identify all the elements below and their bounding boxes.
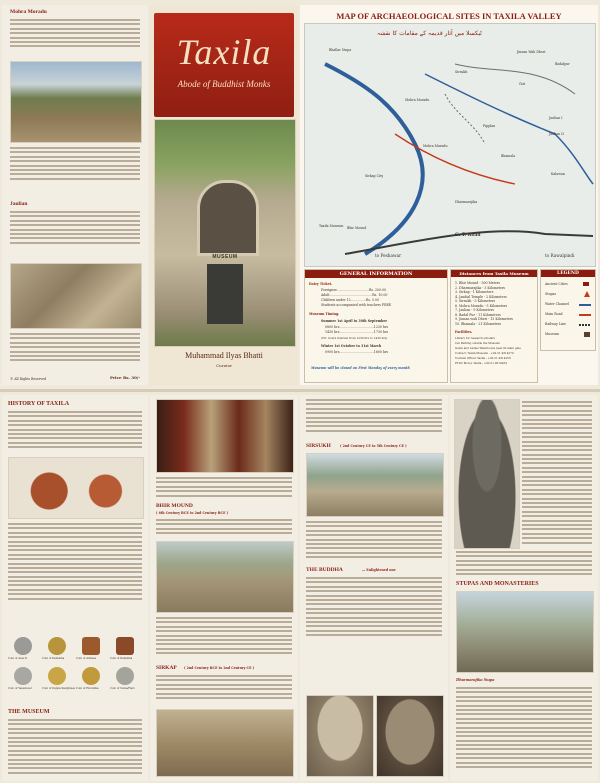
map-road-label: to Rawalpindi — [545, 253, 575, 258]
map-site-label: Sirsukh — [455, 70, 468, 74]
distance-row: 8. Badal Pur - 11 Kilometers — [455, 312, 501, 317]
ancient-city-icon — [583, 282, 589, 286]
bhir-mound-title: BHIR MOUND — [156, 503, 193, 509]
distance-row: 10. Bhamala - 21 Kilometers — [455, 321, 501, 326]
map-site-label: Dharmarajika — [455, 200, 478, 204]
summer-line: Summer 1st April to 30th September — [321, 319, 388, 323]
coin-image — [14, 637, 32, 655]
buddha-subtitle: — Enlightened one — [362, 568, 396, 572]
coin-image — [14, 667, 32, 685]
coin-image — [48, 667, 66, 685]
text-block — [156, 675, 292, 701]
photo-mohra-moradu — [10, 61, 142, 143]
text-block — [306, 577, 442, 638]
facility-row: Car Parking outside the Museum — [455, 341, 500, 345]
coin-image — [82, 637, 100, 655]
text-block — [456, 551, 592, 577]
map-urdu-title: ٹیکسلا میں آثار قدیمہ کے مقامات کا نقشہ — [377, 30, 482, 37]
left-panel — [2, 5, 148, 385]
map-title: MAP OF ARCHAEOLOGICAL SITES IN TAXILA VALLEY — [336, 11, 562, 21]
pottery-photo — [8, 457, 144, 519]
buddha-title: THE BUDDHA — [306, 567, 343, 573]
map-panel — [300, 5, 598, 385]
sites-panel — [150, 395, 298, 781]
coin-caption: Coin of Vasudeva I — [8, 687, 33, 690]
facilities-title: Facilities. — [455, 330, 473, 334]
map-site-label: Jaulian II — [549, 132, 564, 136]
legend-title: LEGEND — [541, 270, 595, 277]
map-site-label: Pipplan — [483, 124, 496, 128]
coin-caption: Coin of Kanishka — [110, 657, 133, 660]
sirsukh-title: SIRSUKH — [306, 443, 331, 449]
text-block — [8, 411, 142, 451]
text-block — [156, 617, 292, 657]
winter-line: Winter 1st October to 31st March — [321, 344, 382, 348]
distance-row: 7. Jaulian - 9 Kilometers — [455, 308, 494, 312]
distance-row: 1. Bhir Mound - 500 Meters — [455, 281, 501, 285]
summer-row: 0800 hrs..................................1230 hrs — [325, 325, 389, 329]
museum-arch — [197, 180, 259, 256]
facility-row: Library for research scholars — [455, 336, 495, 340]
coin-image — [82, 667, 100, 685]
distance-row: 2. Dharmarajika - 3 Kilometers — [455, 285, 505, 290]
text-block — [10, 333, 140, 364]
history-title: HISTORY OF TAXILA — [8, 401, 70, 407]
legend-box — [540, 269, 596, 351]
distances-box — [450, 269, 538, 383]
bhir-mound-dates: ( 6th Century BCE to 2nd Century BCE ) — [156, 511, 229, 515]
water-channel-icon — [579, 304, 591, 306]
map-site-label: Bhir Mound — [347, 226, 367, 230]
text-block — [456, 687, 592, 770]
sirkap-title: SIRKAP — [156, 665, 177, 671]
map-site-label: Taxila Museum — [319, 224, 344, 228]
entry-row: Children under 12...............Rs. 5.00 — [321, 298, 380, 302]
entry-title: Entry Ticket. — [309, 282, 333, 286]
distance-row: 6. Mohra Moradu - 5 Kilometers — [455, 303, 508, 308]
dharmarajika-subtitle: Dharmarajika Stupa — [456, 677, 495, 682]
text-block — [306, 521, 442, 561]
museum-door — [207, 264, 243, 324]
fasting-buddha-photo — [454, 399, 520, 549]
map-road-label: G. T. Road — [455, 233, 481, 238]
museum-title: THE MUSEUM — [8, 709, 50, 715]
coin-caption: Coin of Soma/Hero — [110, 687, 136, 690]
map-site-label: Sirkap City — [365, 174, 384, 178]
sirsukh-photo — [306, 453, 444, 517]
legend-item: Museum — [545, 332, 559, 336]
entry-row: Foreigner................................Rs. 200.00 — [321, 288, 387, 292]
distance-row: 5. Sirsukh - 5 Kilometers — [455, 299, 496, 303]
museum-interior-photo — [156, 399, 294, 473]
coins-grid — [8, 635, 142, 699]
coin-caption: Coin of Kujula Kadphises — [42, 687, 75, 690]
map-site-label: Kalawan — [551, 172, 565, 176]
timing-title: Museum Timing. — [309, 312, 340, 316]
map-site-label: Jinnan Wali Dheri — [517, 50, 546, 54]
text-block — [10, 147, 140, 182]
map-road-label: to Peshawar — [375, 253, 402, 258]
summer-row: 1430 hrs..................................1730 hrs — [325, 330, 389, 334]
bhir-mound-photo — [156, 541, 294, 613]
legend-item: Main Road — [545, 312, 563, 316]
map-site-label: Giri — [519, 82, 526, 86]
sirkap-dates: ( 2nd Century BCE to 2nd Century CE ) — [184, 666, 255, 670]
text-block — [10, 211, 140, 246]
general-info-box — [304, 269, 448, 383]
text-block — [156, 519, 292, 537]
cover-title: Taxila — [176, 32, 272, 72]
museum-icon — [584, 332, 590, 337]
sirsukh-dates: ( 2nd Century CE to 5th Century CE ) — [340, 444, 407, 448]
coin-image — [48, 637, 66, 655]
price-text: Price Rs. 30/- — [109, 375, 140, 380]
coin-image — [116, 637, 134, 655]
stupa-photo — [456, 591, 594, 673]
summer-note: (Fri: hours interval from 1230 hrs to 1430 hrs) — [321, 336, 388, 340]
museum-sign: MUSEUM — [212, 254, 238, 260]
map-site-label: Jaulian I — [549, 116, 563, 120]
coin-caption: Coin of Kanishka — [42, 657, 65, 660]
text-block — [8, 719, 142, 776]
map-site-label: Mohra Moradu — [405, 98, 430, 102]
closed-note: Museum will be closed on First Monday of every month — [311, 366, 410, 370]
distance-row: 3. Sirkap - 1 Kilometers — [455, 290, 494, 294]
facility-row: Contact: Taxila Museum - +92-51-9314270 — [455, 351, 514, 355]
text-block — [8, 523, 142, 602]
text-block — [156, 477, 292, 499]
fold-line — [0, 389, 600, 392]
distances-title: Distances from Taxila Museum — [451, 270, 537, 277]
legend-item: Stupas — [545, 292, 557, 296]
coin-caption: Coin of Azes II — [8, 657, 28, 660]
text-block — [10, 19, 140, 50]
stupa-icon — [584, 291, 590, 297]
stupas-title: STUPAS AND MONASTERIES — [456, 581, 539, 587]
entry-row: Students accompanied with teachers FREE — [321, 303, 392, 307]
legend-item: Ancient Cities — [545, 282, 568, 286]
map-site-label: Bhallar Stupa — [329, 48, 352, 52]
facility-row: PTDC Motel, Taxila - +92-51-9314284 — [455, 361, 507, 365]
facility-row: Tourism Officer Taxila - +92-51-9314259 — [455, 356, 511, 360]
text-block — [306, 399, 442, 434]
buddha-head-photo — [306, 695, 374, 777]
cover-subtitle: Abode of Buddhist Monks — [177, 79, 271, 89]
legend-item: Water Channel — [545, 302, 570, 306]
map-site-label: Bhamala — [501, 154, 516, 158]
text-block — [522, 401, 592, 546]
rights-text: © All Rights Reserved — [10, 377, 47, 381]
sirsukh-panel — [300, 395, 448, 781]
general-info-title: GENERAL INFORMATION — [305, 270, 447, 278]
history-panel — [2, 395, 148, 781]
coin-caption: Coin of Huvishka — [76, 687, 99, 690]
museum-building-photo — [154, 119, 296, 347]
cover-author: Muhammad Ilyas Bhatti — [185, 351, 263, 360]
distance-row: 4. Jandial Temple - 2 Kilometers — [455, 294, 507, 299]
photo-jaulian — [10, 263, 142, 329]
buddha-statue-photo — [376, 695, 444, 777]
coin-image — [116, 667, 134, 685]
map-area — [304, 23, 596, 267]
legend-item: Railway Line — [545, 322, 566, 326]
entry-row: Adult..........................................Rs. 10.00 — [321, 293, 388, 297]
stupas-panel — [450, 395, 598, 781]
sirkap-photo — [156, 709, 294, 777]
railway-line-icon — [579, 324, 591, 326]
coin-caption: Coin of Azilises — [76, 657, 97, 660]
map-site-label: Badalpur — [555, 62, 570, 66]
heading-jaulian: Jaulian — [10, 201, 28, 207]
map-site-label: Mohra Muradu — [423, 144, 448, 148]
cover-panel — [150, 5, 298, 385]
cover-title-box — [154, 13, 294, 117]
main-road-icon — [579, 314, 591, 316]
distance-row: 9. Jinnan wali Dheri - 13 Kilometers — [455, 317, 513, 321]
heading-mohra-moradu: Mohra Moradu — [10, 9, 47, 15]
winter-row: 0900 hrs..................................1600 hrs — [325, 350, 389, 354]
cover-author-role: Curator — [216, 363, 232, 368]
facility-row: Gents and Ladies Washrooms near its main gate — [455, 346, 521, 350]
